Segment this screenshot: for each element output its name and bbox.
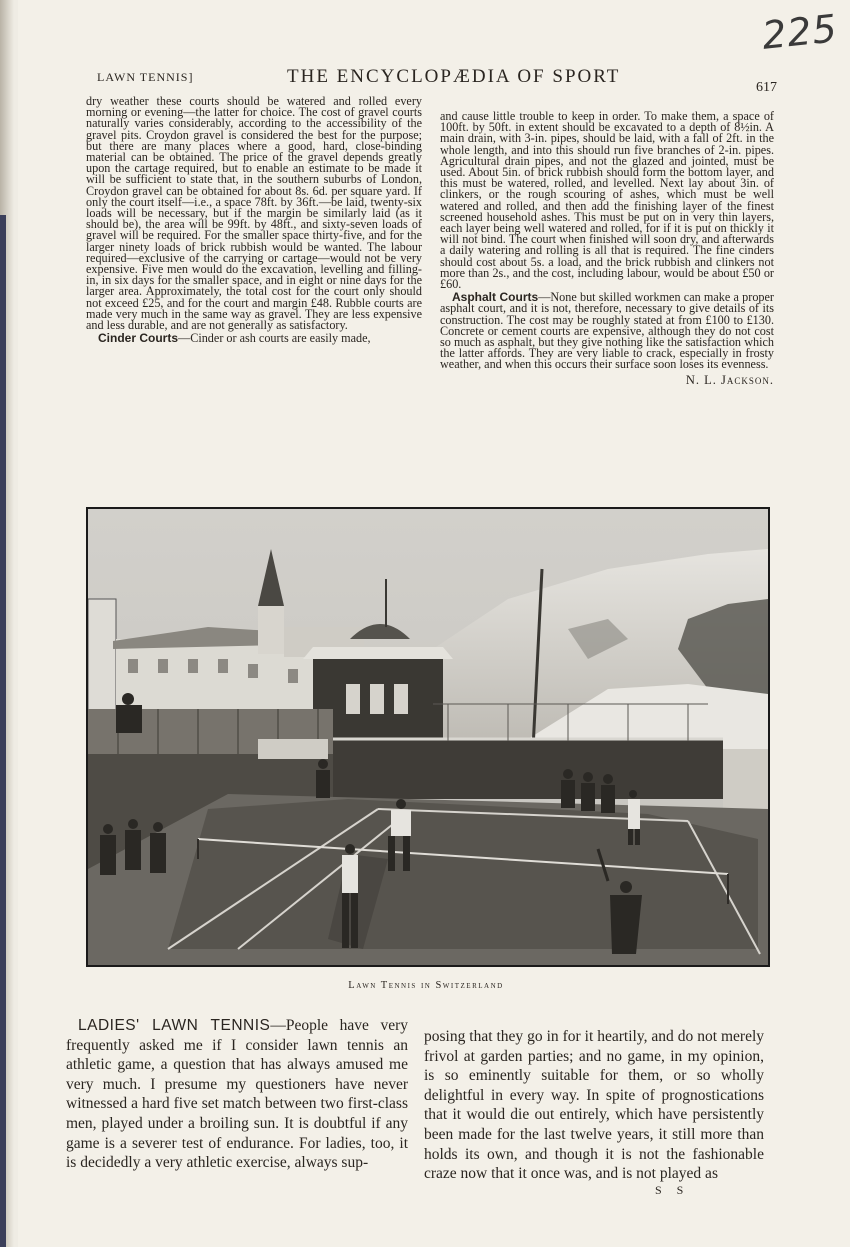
ladies-heading: LADIES' LAWN TENNIS <box>78 1017 271 1034</box>
handwritten-page-number: 225 <box>759 6 840 58</box>
asphalt-heading: Asphalt Courts <box>452 290 539 305</box>
page-number: 617 <box>756 80 777 95</box>
folio-signature: S S <box>655 1183 690 1197</box>
cinder-continued-paragraph: and cause little trouble to keep in order. To make them, a space of 100ft. by 50ft. in extent should be excavated to a depth of 8½in. A main drain, with 3-in. pipes, should be laid, with a fall of 2ft. in the whole length, and into this should run five branches of 2-in. pipes. Agricultural drain pipes, and not the glazed and jointed, must be used. About 5in. of brick rubbish should form the bottom layer, and this must be watered, rolled, and levelled. Next lay about 3in. of clinkers, or the rough scouring of ashes, which must be well watered and rolled, and then add the finishing layer of the finest screened household ashes. This must be put on in very thin layers, each layer being well watered and rolled, for if it is put on thickly it will not bind. The court when finished will soon dry, and afterwards a daily watering and rolling is all that is required. The fine cinders should cost about 5s. a load, and the brick rubbish and clinkers not more than 2s., and the cost, including labour, would be about £50 or £60. <box>440 109 774 292</box>
column-right <box>440 111 774 386</box>
asphalt-paragraph <box>440 292 774 370</box>
background-strip <box>0 215 6 1247</box>
tennis-photograph <box>86 507 770 967</box>
asphalt-text: —None but skilled workmen can make a proper asphalt court, and it is not, therefore, necessary to give details of its construction. The cost may be roughly stated at from £100 to £130. Concrete or cement courts are expensive, although they do not cost so much as asphalt, but they give nothing like the satisfaction which the latter affords. They are very liable to crack, especially in frosty weather, and when this occurs their surface soon loses its evenness. <box>440 290 774 372</box>
ladies-text-continued: posing that they go in for it heartily, and do not merely frivol at garden parties; and no game, in my opinion, is so eminently suitable for them, or so wholly delightful in every way. In spite of prognostications that it would die out entirely, which have persistently been made for the last twelve years, it still more than holds its own, and though it is not the fashionable craze now that it once was, and is not played as <box>424 1028 764 1183</box>
cinder-text: —Cinder or ash courts are easily made, <box>178 331 371 346</box>
photo-illustration <box>88 509 768 965</box>
photo-caption: Lawn Tennis in Switzerland <box>348 980 504 991</box>
cinder-paragraph <box>86 333 422 344</box>
ladies-lawn-tennis-column-left <box>66 1016 408 1173</box>
cinder-heading: Cinder Courts <box>98 331 179 346</box>
gravel-paragraph: dry weather these courts should be watered and rolled every morning or evening—the latter for choice. The cost of gravel courts naturally varies considerably, according to the accessibility of the gravel pits. Croydon gravel is considered the best for the purpose; but there are many places where a good, hard, close-binding material can be obtained. The price of the gravel depends greatly upon the cartage required, but to enable an estimate to be made it will be sufficient to state that, in the southern suburbs of London, Croydon gravel can be obtained for about 8s. 6d. per square yard. If only the court itself—i.e., a space 78ft. by 36ft.—be laid, twenty-six loads will be necessary, but if the margin be similarly laid (as it should be), the area will be 99ft. by 48ft., and sixty-seven loads of gravel will be required. For the smaller space thirty-five, and for the larger ninety loads of brick rubbish would be wanted. The labour required—exclusive of the carrying or cartage—would not be very expensive. Five men would do the excavation, levelling and filling-in, in six days for the smaller space, and in eight or nine days for the larger area. Approximately, the total cost for the court only should not exceed £25, and for the court and margin £48. Rubble courts are made very much in the same way as gravel. They are less expensive and less durable, and are not generally as satisfactory. <box>86 94 422 333</box>
publication-title: THE ENCYCLOPÆDIA OF SPORT <box>287 66 621 87</box>
author-signature: N. L. Jackson. <box>685 372 774 387</box>
column-left <box>86 96 422 346</box>
running-head <box>97 66 777 95</box>
section-label: LAWN TENNIS] <box>97 70 194 84</box>
ladies-paragraph <box>66 1016 408 1173</box>
ladies-text: —People have very frequently asked me if I consider lawn tennis an athletic game, a question that has always amused me very much. I presume my questioners have never witnessed a hard five set match between two first-class men, played under a broiling sun. It is doubtful if any game is a severer test of endurance. For ladies, too, it is decidedly a very athletic exercise, always sup- <box>66 1017 408 1172</box>
ladies-lawn-tennis-column-right <box>424 1027 764 1184</box>
